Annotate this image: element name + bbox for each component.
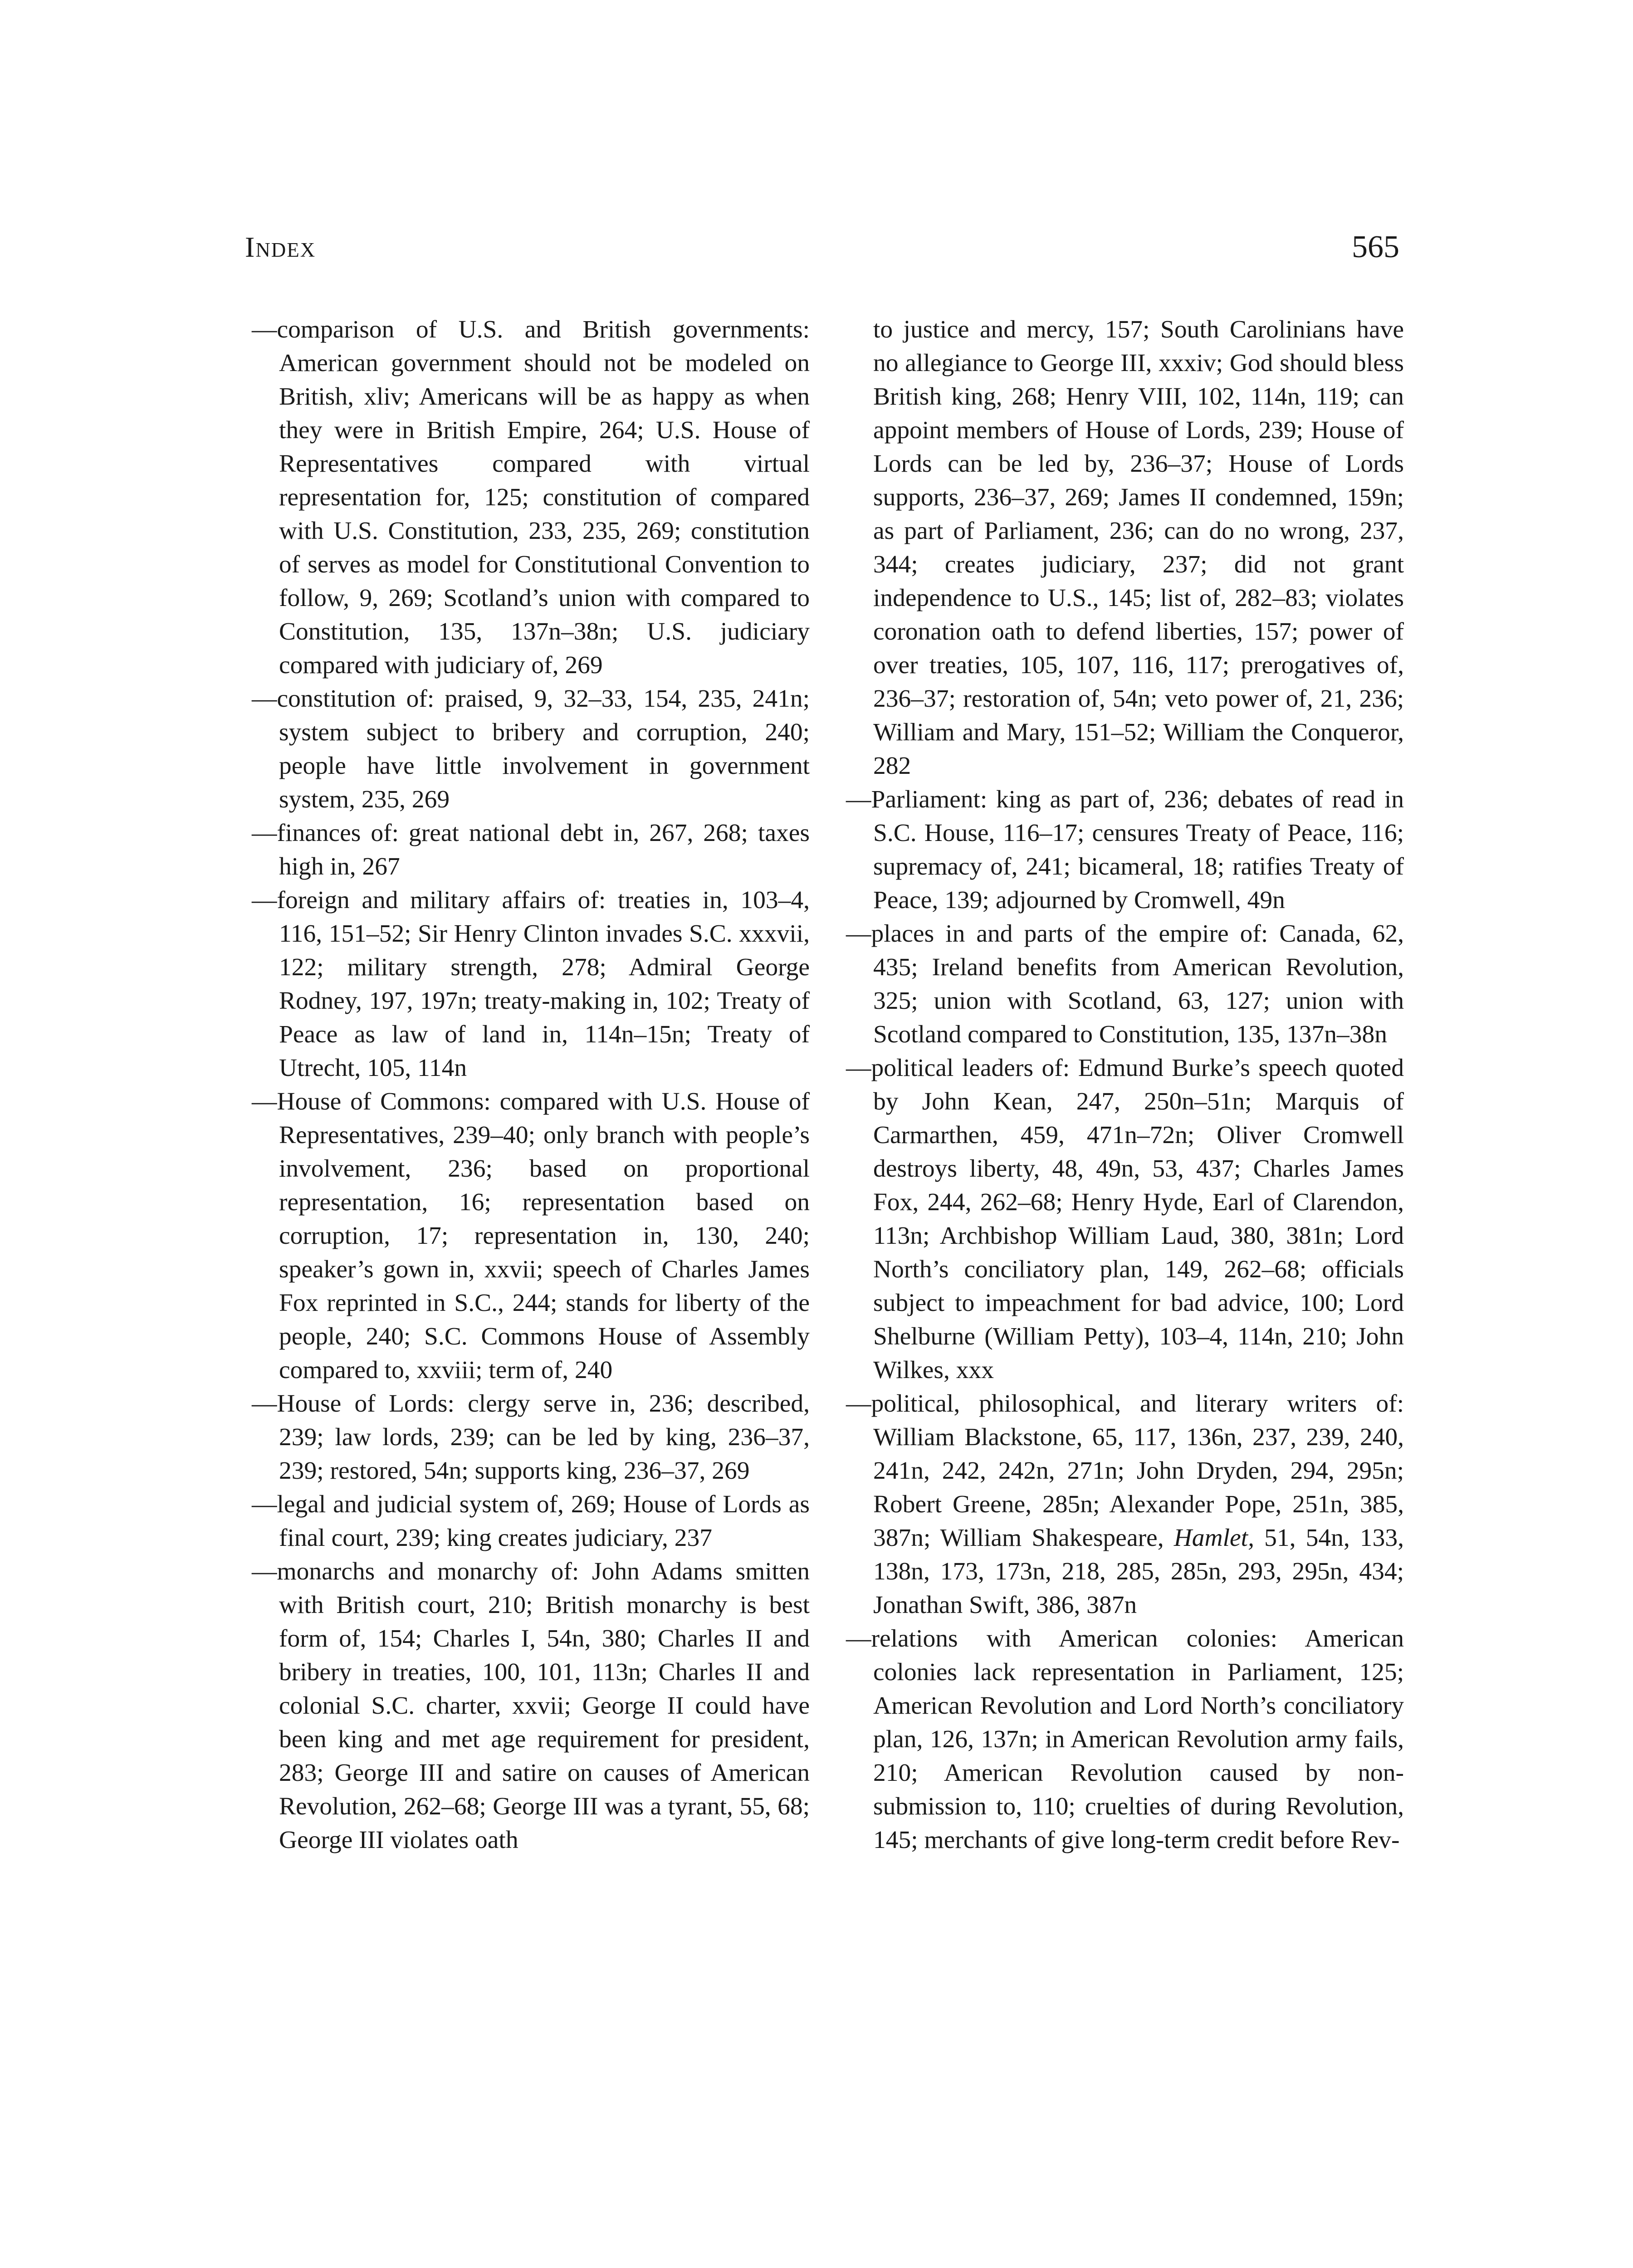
index-subentry [252,1085,810,1387]
subentry-dash: — [252,685,277,713]
subentry-text: political leaders of: Edmund Burke’s speech quoted by John Kean, 247, 250n–51n; Marquis of Carmarthen, 459, 471n–72n; Oliver Cromwell destroys liberty, 48, 49n, 53, 437; Charles James Fox, 244, 262–68; Henry Hyde, Earl of Clarendon, 113n; Archbishop William Laud, 380, 381n; Lord North’s conciliatory plan, 149, 262–68; officials subject to impeachment for bad advice, 100; Lord Shelburne (William Petty), 103–4, 114n, 210; John Wilkes, xxx [871,1054,1404,1384]
index-column-right [846,313,1404,1857]
subentry-dash: — [252,886,277,914]
index-column-left [252,313,810,1857]
index-subentry [846,917,1404,1051]
index-subentry [846,1051,1404,1387]
subentry-dash: — [252,1558,277,1585]
subentry-text: finances of: great national debt in, 267, 268; taxes high in, 267 [277,819,810,880]
continued-entry-text: to justice and mercy, 157; South Carolinians have no allegiance to George III, xxxiv; God should bless British king, 268; Henry VIII, 102, 114n, 119; can appoint members of House of Lords, 239; House of Lords can be led by, 236–37; House of Lords supports, 236–37, 269; James II condemned, 159n; as part of Parliament, 236; can do no wrong, 237, 344; creates judiciary, 237; did not grant independence to U.S., 145; list of, 282–83; violates coronation oath to defend liberties, 157; power of over treaties, 105, 107, 116, 117; prerogatives of, 236–37; restoration of, 54n; veto power of, 21, 236; William and Mary, 151–52; William the Conqueror, 282 [873,316,1404,780]
subentry-text: constitution of: praised, 9, 32–33, 154, 235, 241n; system subject to bribery and corruption, 240; people have little involvement in government system, 235, 269 [277,685,810,813]
subentry-dash: — [252,1491,277,1518]
subentry-text: political, philosophical, and literary writers of: William Blackstone, 65, 117, 136n, 237, 239, 240, 241n, 242, 242n, 271n; John Dryden, 294, 295n; Robert Greene, 285n; Alexander Pope, 251n, 385, 387n; William Shakespeare, [871,1390,1404,1552]
page-header [245,229,1399,265]
index-subentry [252,682,810,816]
subentry-dash: — [846,786,871,813]
subentry-text: comparison of U.S. and British governments: American government should not be modeled on British, xliv; Americans will be as happy as when they were in British Empire, 264; U.S. House of Representatives compared with virtual representation for, 125; constitution of compared with U.S. Constitution, 233, 235, 269; constitution of serves as model for Constitutional Convention to follow, 9, 269; Scotland’s union with compared to Constitution, 135, 137n–38n; U.S. judiciary compared with judiciary of, 269 [277,316,810,679]
subentry-text: places in and parts of the empire of: Canada, 62, 435; Ireland benefits from American Revolution, 325; union with Scotland, 63, 127; union with Scotland compared to Constitution, 135, 137n–38n [871,920,1404,1048]
index-subentry [846,1622,1404,1857]
subentry-dash: — [252,316,277,343]
subentry-text: relations with American colonies: American colonies lack representation in Parliament, 125; American Revolution and Lord North’s conciliatory plan, 126, 137n; in American Revolution army fails, 210; American Revolution caused by non-submission to, 110; cruelties of during Revolution, 145; merchants of give long-term credit before Rev- [871,1625,1404,1854]
subentry-dash: — [846,1054,871,1082]
subentry-text: Parliament: king as part of, 236; debates of read in S.C. House, 116–17; censures Treaty of Peace, 116; supremacy of, 241; bicameral, 18; ratifies Treaty of Peace, 139; adjourned by Cromwell, 49n [871,786,1404,914]
page-number: 565 [1352,230,1399,264]
index-subentry [846,1387,1404,1622]
index-subentry [252,884,810,1085]
subentry-dash: — [846,1625,871,1652]
index-subentry [252,816,810,884]
index-subentry [252,1387,810,1488]
subentry-text: legal and judicial system of, 269; House of Lords as final court, 239; king creates judiciary, 237 [277,1491,810,1552]
subentry-dash: — [252,1088,277,1115]
subentry-title-italic: Hamlet, [1173,1524,1254,1552]
subentry-text: foreign and military affairs of: treaties in, 103–4, 116, 151–52; Sir Henry Clinton invades S.C. xxxvii, 122; military strength, 278; Admiral George Rodney, 197, 197n; treaty-making in, 102; Treaty of Peace as law of land in, 114n–15n; Treaty of Utrecht, 105, 114n [277,886,810,1082]
index-subentry [846,783,1404,917]
subentry-dash: — [846,920,871,948]
index-subentry [252,1555,810,1857]
index-subentry [252,313,810,682]
subentry-text: House of Commons: compared with U.S. House of Representatives, 239–40; only branch with people’s involvement, 236; based on proportional representation, 16; representation based on corruption, 17; representation in, 130, 240; speaker’s gown in, xxvii; speech of Charles James Fox reprinted in S.C., 244; stands for liberty of the people, 240; S.C. Commons House of Assembly compared to, xxviii; term of, 240 [277,1088,810,1384]
subentry-text: monarchs and monarchy of: John Adams smitten with British court, 210; British monarchy is best form of, 154; Charles I, 54n, 380; Charles II and bribery in treaties, 100, 101, 113n; Charles II and colonial S.C. charter, xxvii; George II could have been king and met age requirement for president, 283; George III and satire on causes of American Revolution, 262–68; George III was a tyrant, 55, 68; George III violates oath [277,1558,810,1854]
subentry-dash: — [846,1390,871,1418]
subentry-dash: — [252,819,277,847]
subentry-text: 51, 54n, 133, 138n, 173, 173n, 218, 285, 285n, 293, 295n, 434; Jonathan Swift, 386, 387n [873,1524,1404,1619]
running-head: Index [245,231,316,263]
subentry-dash: — [252,1390,277,1418]
subentry-text: House of Lords: clergy serve in, 236; described, 239; law lords, 239; can be led by king, 236–37, 239; restored, 54n; supports king, 236–37, 269 [277,1390,810,1485]
index-subentry [252,1488,810,1555]
